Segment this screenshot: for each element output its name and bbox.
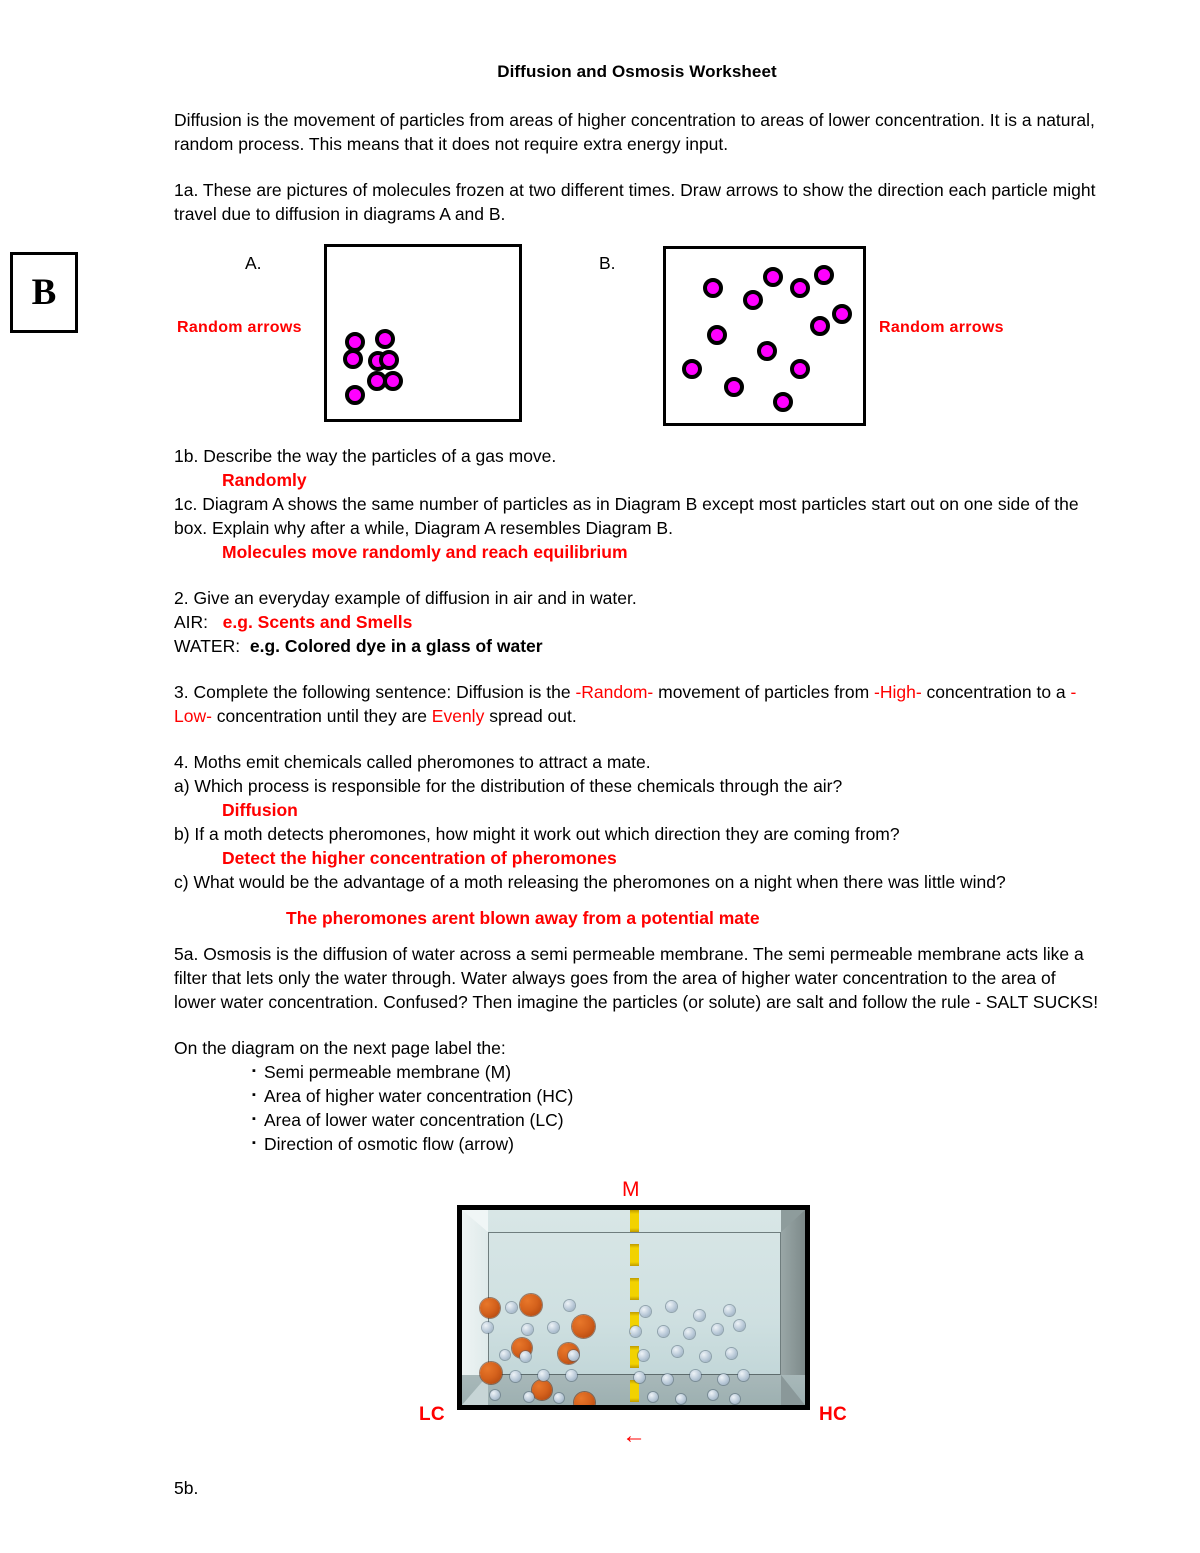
water-particle	[566, 1370, 577, 1381]
intro-paragraph: Diffusion is the movement of particles from areas of higher concentration to areas of lower concentration. It is a natural, random process. This means that it does not require extra energy input.	[174, 110, 1095, 154]
water-particle	[708, 1390, 718, 1400]
q3-part3: concentration to a	[921, 682, 1071, 702]
gas-particle	[682, 359, 702, 379]
water-particle	[520, 1351, 531, 1362]
answer-4a: Diffusion	[222, 800, 298, 820]
diagram-a-box	[324, 244, 522, 422]
water-particle	[524, 1392, 534, 1402]
tank-corner-top-right	[781, 1210, 805, 1232]
gas-particle	[832, 304, 852, 324]
osmosis-tank-diagram	[457, 1205, 810, 1410]
water-particle	[730, 1394, 740, 1404]
water-particle	[676, 1394, 686, 1404]
water-particle	[510, 1371, 521, 1382]
question-2-water-row	[174, 634, 1100, 658]
gas-particle	[375, 329, 395, 349]
diagram-a-label: A.	[245, 253, 262, 273]
high-concentration-label: HC	[819, 1404, 848, 1425]
list-item: ▪ Area of lower water concentration (LC)	[252, 1108, 1100, 1132]
answer-2-air: e.g. Scents and Smells	[222, 612, 413, 632]
q3-blank-4: Evenly	[431, 706, 485, 726]
diagram-b-label: B.	[599, 253, 616, 273]
water-label: WATER:	[174, 636, 241, 656]
answer-4b: Detect the higher concentration of pheromones	[222, 848, 617, 868]
water-particle	[724, 1305, 735, 1316]
water-particle	[666, 1301, 677, 1312]
answer-1a-right: Random arrows	[879, 319, 1004, 336]
answer-4c: The pheromones arent blown away from a potential mate	[286, 908, 760, 928]
gas-particle	[790, 359, 810, 379]
water-particle	[564, 1300, 575, 1311]
water-particle	[638, 1350, 649, 1361]
water-particle	[640, 1306, 651, 1317]
q3-part4: concentration until they are	[211, 706, 432, 726]
gas-particle	[814, 265, 834, 285]
water-particle	[634, 1372, 645, 1383]
tank-corner-top-left	[462, 1210, 488, 1232]
question-2-air-row	[174, 610, 1100, 634]
question-4-stem: 4. Moths emit chemicals called pheromones to attract a mate.	[174, 752, 651, 772]
answer-1b: Randomly	[222, 470, 307, 490]
question-4a-text: a) Which process is responsible for the distribution of these chemicals through the air?	[174, 776, 843, 796]
q3-part5: spread out.	[484, 706, 577, 726]
solute-particle	[572, 1315, 595, 1338]
solute-particle	[520, 1294, 542, 1316]
grade-mark-box	[10, 252, 78, 333]
label-instruction: On the diagram on the next page label the:	[174, 1038, 506, 1058]
label-checklist	[174, 1060, 1100, 1156]
q3-part2: movement of particles from	[653, 682, 875, 702]
gas-particle	[773, 392, 793, 412]
tank-side-edge-right	[780, 1232, 781, 1375]
gas-particle	[383, 371, 403, 391]
water-particle	[522, 1324, 533, 1335]
gas-particle	[757, 341, 777, 361]
water-particle	[734, 1320, 745, 1331]
tank-liquid-area	[462, 1210, 805, 1405]
water-particle	[694, 1310, 705, 1321]
grade-mark-letter: B	[31, 272, 57, 313]
question-4b-text: b) If a moth detects pheromones, how might it work out which direction they are coming from?	[174, 824, 900, 844]
gas-particle	[743, 290, 763, 310]
water-particle	[554, 1393, 564, 1403]
water-particle	[548, 1322, 559, 1333]
water-particle	[568, 1350, 579, 1361]
q3-blank-2: -High-	[874, 682, 922, 702]
gas-particle	[790, 278, 810, 298]
water-particle	[648, 1392, 658, 1402]
water-particle	[490, 1390, 500, 1400]
answer-1c: Molecules move randomly and reach equilibrium	[222, 542, 628, 562]
page-title: Diffusion and Osmosis Worksheet	[497, 62, 777, 81]
question-4c-text: c) What would be the advantage of a moth releasing the pheromones on a night when there was little wind?	[174, 872, 1006, 892]
water-particle	[658, 1326, 669, 1337]
list-item: ▪ Direction of osmotic flow (arrow)	[252, 1132, 1100, 1156]
gas-particle	[345, 385, 365, 405]
q3-part1: 3. Complete the following sentence: Diffusion is the	[174, 682, 576, 702]
water-particle	[700, 1351, 711, 1362]
membrane-label: M	[622, 1178, 640, 1201]
water-particle	[712, 1324, 723, 1335]
water-particle	[538, 1370, 549, 1381]
tank-corner-bottom-right	[781, 1375, 805, 1405]
water-particle	[506, 1302, 517, 1313]
diagram-b-box	[663, 246, 866, 426]
gas-particle	[810, 316, 830, 336]
water-particle	[738, 1370, 749, 1381]
question-1c-text: 1c. Diagram A shows the same number of particles as in Diagram B except most particles start out on one side of the box. Explain why after a while, Diagram A resembles Diagram B.	[174, 494, 1079, 538]
water-particle	[672, 1346, 683, 1357]
worksheet-content	[174, 62, 1100, 1156]
gas-particle	[343, 349, 363, 369]
answer-2-water: e.g. Colored dye in a glass of water	[249, 636, 543, 656]
gas-particle	[724, 377, 744, 397]
water-particle	[684, 1328, 695, 1339]
q3-blank-3: -Low-	[174, 682, 1077, 726]
water-particle	[718, 1374, 729, 1385]
q3-blank-1: -Random-	[575, 682, 654, 702]
low-concentration-label: LC	[419, 1404, 445, 1425]
gas-particle	[707, 325, 727, 345]
gas-particle	[703, 278, 723, 298]
list-item: ▪ Area of higher water concentration (HC)	[252, 1084, 1100, 1108]
air-label: AIR:	[174, 612, 209, 632]
water-particle	[630, 1326, 641, 1337]
water-particle	[726, 1348, 737, 1359]
water-particle	[500, 1350, 510, 1360]
water-particle	[662, 1374, 673, 1385]
solute-particle	[480, 1362, 502, 1384]
question-2-text: 2. Give an everyday example of diffusion in air and in water.	[174, 588, 637, 608]
water-particle	[482, 1322, 493, 1333]
answer-1a-left: Random arrows	[177, 319, 302, 336]
gas-particle	[763, 267, 783, 287]
osmotic-flow-arrow-icon: ←	[622, 1422, 646, 1449]
gas-particle	[379, 350, 399, 370]
question-5a-text: 5a. Osmosis is the diffusion of water across a semi permeable membrane. The semi permeable membrane acts like a filter that lets only the water through. Water always goes from the area of higher water concentration to the area of lower water concentration. Confused? Then imagine the particles (or solute) are salt and follow the rule - SALT SUCKS!	[174, 944, 1099, 1012]
list-item: ▪ Semi permeable membrane (M)	[252, 1060, 1100, 1084]
question-5b-text: 5b.	[174, 1478, 199, 1498]
question-3-sentence	[174, 680, 1100, 728]
question-1b-text: 1b. Describe the way the particles of a gas move.	[174, 446, 557, 466]
question-1a-text: 1a. These are pictures of molecules frozen at two different times. Draw arrows to show the direction each particle might travel due to diffusion in diagrams A and B.	[174, 180, 1096, 224]
solute-particle	[480, 1298, 500, 1318]
water-particle	[690, 1370, 701, 1381]
solute-particle	[532, 1380, 552, 1400]
